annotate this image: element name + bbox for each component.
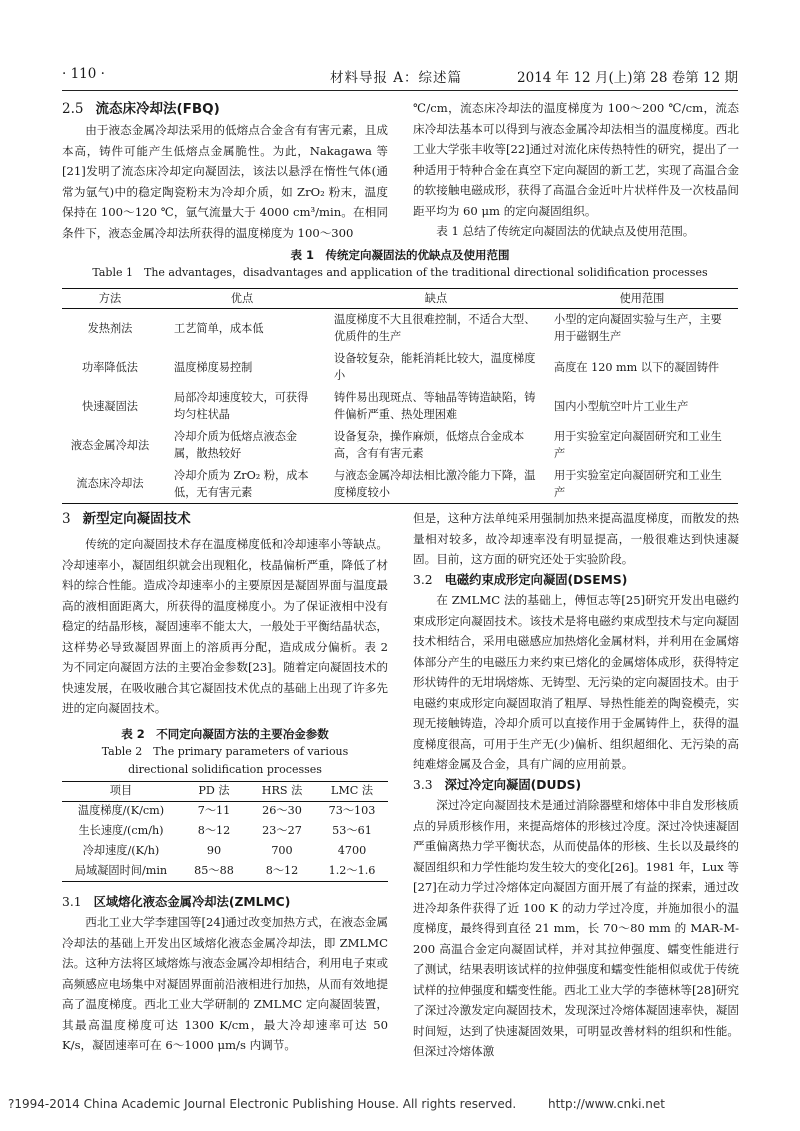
paragraph: 西北工业大学李建国等[24]通过改变加热方式，在液态金属冷却法的基础上开发出区域熔化液态金属冷却法，即 ZMLMC 法。这种方法将区域熔炼与液态金属冷却相结合，利用电子束或高频感应电场集中对凝固界面前沿液相进行加热，从而有效地提高了温度梯度。西北工业大学研制的 ZMLMC 定向凝固装置，其最高温度梯度可达 1300 K/cm，最大冷却速率可达 50 K/s，凝固速率可在 6～1000 μm/s 内调节。 bbox=[62, 915, 388, 1052]
section-3-right bbox=[413, 508, 739, 1062]
subsection-heading: 3.3 深过冷定向凝固(DUDS) bbox=[413, 777, 582, 792]
table-cell: 85～88 bbox=[180, 861, 248, 881]
table-cell: 液态金属冷却法 bbox=[70, 438, 150, 452]
table-cell: 90 bbox=[206, 843, 222, 857]
table-cell: 7～11 bbox=[197, 804, 231, 817]
table-cell: 53～61 bbox=[332, 823, 372, 837]
table2-caption-zh: 表 2 不同定向凝固方法的主要冶金参数 bbox=[121, 726, 329, 741]
copyright-notice: ?1994-2014 China Academic Journal Electronic Publishing House. All rights reserved. bbox=[8, 1097, 517, 1111]
table1-caption bbox=[62, 246, 738, 282]
subsection-heading: 3.1 区域熔化液态金属冷却法(ZMLMC) bbox=[62, 894, 291, 909]
table-header-cell: HRS 法 bbox=[248, 781, 316, 801]
table-header-cell: 优点 bbox=[158, 289, 326, 309]
table-cell: 功率降低法 bbox=[82, 360, 138, 374]
table-cell: 1.2～1.6 bbox=[316, 861, 388, 881]
table2 bbox=[62, 781, 388, 882]
table2-caption-en: directional solidification processes bbox=[128, 762, 322, 776]
table-header-cell: 项目 bbox=[62, 781, 180, 801]
table-row bbox=[62, 821, 388, 841]
section-heading: 3 新型定向凝固技术 bbox=[62, 511, 191, 527]
table-cell: 温度梯度不大且很难控制，不适合大型、优质件的生产 bbox=[334, 313, 536, 344]
table-header-cell: 缺点 bbox=[326, 289, 546, 309]
table-row bbox=[62, 801, 388, 821]
paragraph: 但是，这种方法单纯采用强制加热来提高温度梯度，而散发的热量相对较多，故冷却速率没有明显提高，一般很难达到快速凝固。目前，这方面的研究还处于实验阶段。 bbox=[413, 511, 739, 566]
page-number: · 110 · bbox=[62, 66, 105, 82]
table2-caption bbox=[62, 725, 388, 779]
section-heading: 2.5 流态床冷却法(FBQ) bbox=[62, 101, 220, 117]
table-cell: 温度梯度易控制 bbox=[174, 360, 253, 374]
section-2-5-right bbox=[413, 98, 739, 242]
section-3-left bbox=[62, 508, 388, 1056]
table-header-cell: 方法 bbox=[62, 289, 158, 309]
section-2-5-left bbox=[62, 98, 388, 243]
table-cell: 用于实验室定向凝固研究和工业生产 bbox=[554, 430, 722, 460]
paragraph: 传统的定向凝固技术存在温度梯度低和冷却速率小等缺点。冷却速率小，凝固组织就会出现粗化，枝晶偏析严重，降低了材料的综合性能。造成冷却速率小的主要原因是凝固界面与温度最高的液相面距离大，所获得的温度梯度小。为了保证液相中没有稳定的结晶形核，凝固速率不能太大，一般处于平衡结晶状态，这样势必导致凝固界面上的溶质再分配，造成成分偏析。表 2 为不同定向凝固方法的主要冶金参数[23]。随着定向凝固技术的快速发展，在吸收融合其它凝固技术优点的基础上出现了许多先进的定向凝固技术。 bbox=[62, 537, 388, 715]
table-cell: 4700 bbox=[337, 843, 367, 857]
table-cell: 8～12 bbox=[197, 823, 231, 837]
table-cell: 23～27 bbox=[262, 823, 302, 837]
table-cell: 设备复杂，操作麻烦，低熔点合金成本高，含有有害元素 bbox=[334, 430, 525, 460]
table-header-cell: PD 法 bbox=[180, 781, 248, 801]
table-cell: 生长速度/(cm/h) bbox=[78, 823, 164, 837]
table-cell: 工艺简单，成本低 bbox=[174, 321, 264, 335]
table-cell: 8～12 bbox=[248, 861, 316, 881]
table-header-cell: 使用范围 bbox=[546, 289, 738, 309]
table-cell: 发热剂法 bbox=[87, 321, 133, 335]
table-row bbox=[62, 465, 738, 504]
footer bbox=[8, 1097, 792, 1111]
table-cell: 铸件易出现斑点、等轴晶等铸造缺陷，铸件偏析严重、热处理困难 bbox=[334, 391, 536, 421]
table-cell: 高度在 120 mm 以下的凝固铸件 bbox=[554, 360, 720, 374]
paragraph: 由于液态金属冷却法采用的低熔点合金含有有害元素，且成本高，铸件可能产生低熔点金属脆性。为此，Nakagawa 等[21]发明了流态床冷却定向凝固法，该法以悬浮在惰性气体(通常为氩气)中的稳定陶瓷粉末为冷却介质，如 ZrO₂ 粉末，温度保持在 100～120 ℃，氩气流量大于 4000 cm³/min。在相同条件下，液态金属冷却法所获得的温度梯度为 100～300 bbox=[62, 123, 388, 240]
table-row bbox=[62, 387, 738, 426]
paragraph: ℃/cm，流态床冷却法的温度梯度为 100～200 ℃/cm，流态床冷却法基本可以得到与液态金属冷却法相当的温度梯度。西北工业大学张丰收等[22]通过对流化床传热特性的研究，提出了一种适用于特种合金在真空下定向凝固的新工艺，实现了高温合金的软接触电磁成形，获得了高温合金近叶片状样件及一次枝晶间距平均为 60 μm 的定向凝固组织。 bbox=[413, 101, 739, 218]
table-cell: 温度梯度/(K/cm) bbox=[77, 804, 165, 817]
table-cell: 快速凝固法 bbox=[82, 399, 138, 413]
footer-link[interactable]: http://www.cnki.net bbox=[548, 1097, 665, 1111]
table-cell: 局部冷却速度较大，可获得均匀柱状晶 bbox=[174, 391, 309, 421]
table-row bbox=[62, 309, 738, 348]
journal-name: 材料导报 A：综述篇 bbox=[330, 70, 463, 86]
paragraph: 在 ZMLMC 法的基础上，傅恒志等[25]研究开发出电磁约束成形定向凝固技术。该技术是将电磁约束成型技术与定向凝固技术相结合，采用电磁感应加热熔化金属材料，并利用在金属熔体部分产生的电磁压力来约束已熔化的金属熔体成形，获得特定形状铸件的无坩埚熔炼、无铸型、无污染的定向凝固技术。由于电磁约束成形定向凝固取消了粗厚、导热性能差的陶瓷模壳，实现无接触铸造，冷却介质可以直接作用于金属铸件上，获得的温度梯度很高，可用于生产无(少)偏析、组织超细化、无污染的高纯难熔金属及合金，具有广阔的应用前景。 bbox=[413, 593, 739, 771]
table-cell: 冷却介质为 ZrO₂ 粉，成本低，无有害元素 bbox=[158, 465, 326, 504]
table-cell: 设备较复杂，能耗消耗比较大，温度梯度小 bbox=[334, 352, 536, 382]
table-row bbox=[62, 348, 738, 387]
table-cell: 国内小型航空叶片工业生产 bbox=[554, 399, 689, 413]
running-header bbox=[62, 66, 738, 88]
table-row bbox=[62, 861, 388, 881]
table-header-row bbox=[62, 289, 738, 309]
table-header-cell: LMC 法 bbox=[316, 781, 388, 801]
table1 bbox=[62, 288, 738, 504]
table-cell: 26～30 bbox=[262, 804, 302, 817]
paragraph: 深过冷定向凝固技术是通过消除器壁和熔体中非自发形核质点的异质形核作用，来提高熔体的形核过冷度。深过冷快速凝固严重偏离热力学平衡状态，从而使晶体的形核、生长以及最终的凝固组织和力学性能均发生较大的变化[26]。1981 年，Lux 等[27]在动力学过冷熔体定向凝固方面开展了有益的探索，通过改进冷却条件获得了近 100 K 的动力学过冷度，并施加很小的温度梯度，最终得到直径 21 mm，长 70～80 mm 的 MAR-M-200 高温合金定向凝固试样，并对其拉伸强度、蠕变性能进行了测试，结果表明该试样的拉伸强度和蠕变性能相似或优于传统试样的拉伸强度和蠕变性能。西北工业大学的李德林等[28]研究了深过冷激发定向凝固技术，发现深过冷熔体凝固速率快，凝固时间短，达到了快速凝固效果，可明显改善材料的组织和性能。但深过冷熔体激 bbox=[413, 798, 739, 1058]
table-cell: 局域凝固时间/min bbox=[62, 861, 180, 881]
table1-caption-zh: 表 1 传统定向凝固法的优缺点及使用范围 bbox=[290, 248, 510, 262]
table-cell: 700 bbox=[271, 843, 293, 857]
table-row bbox=[62, 426, 738, 465]
table-cell: 用于实验室定向凝固研究和工业生产 bbox=[546, 465, 738, 504]
table-cell: 与液态金属冷却法相比激冷能力下降，温度梯度较小 bbox=[326, 465, 546, 504]
table-cell: 冷却介质为低熔点液态金属，散热较好 bbox=[174, 430, 298, 460]
table-cell: 冷却速度/(K/h) bbox=[82, 843, 160, 857]
subsection-heading: 3.2 电磁约束成形定向凝固(DSEMS) bbox=[413, 572, 628, 587]
paragraph: 表 1 总结了传统定向凝固法的优缺点及使用范围。 bbox=[436, 224, 695, 238]
header-rule bbox=[62, 90, 738, 91]
table2-caption-en: Table 2 The primary parameters of various bbox=[101, 744, 349, 758]
table-cell: 小型的定向凝固实验与生产，主要用于磁钢生产 bbox=[554, 313, 722, 344]
table1-caption-en: Table 1 The advantages，disadvantages and application of the traditional directional solidification processes bbox=[92, 266, 708, 279]
table-row bbox=[62, 841, 388, 861]
table-cell: 73～103 bbox=[328, 804, 376, 817]
issue-info: 2014 年 12 月(上)第 28 卷第 12 期 bbox=[517, 70, 738, 86]
table-cell: 流态床冷却法 bbox=[62, 465, 158, 504]
table-header-row bbox=[62, 781, 388, 801]
